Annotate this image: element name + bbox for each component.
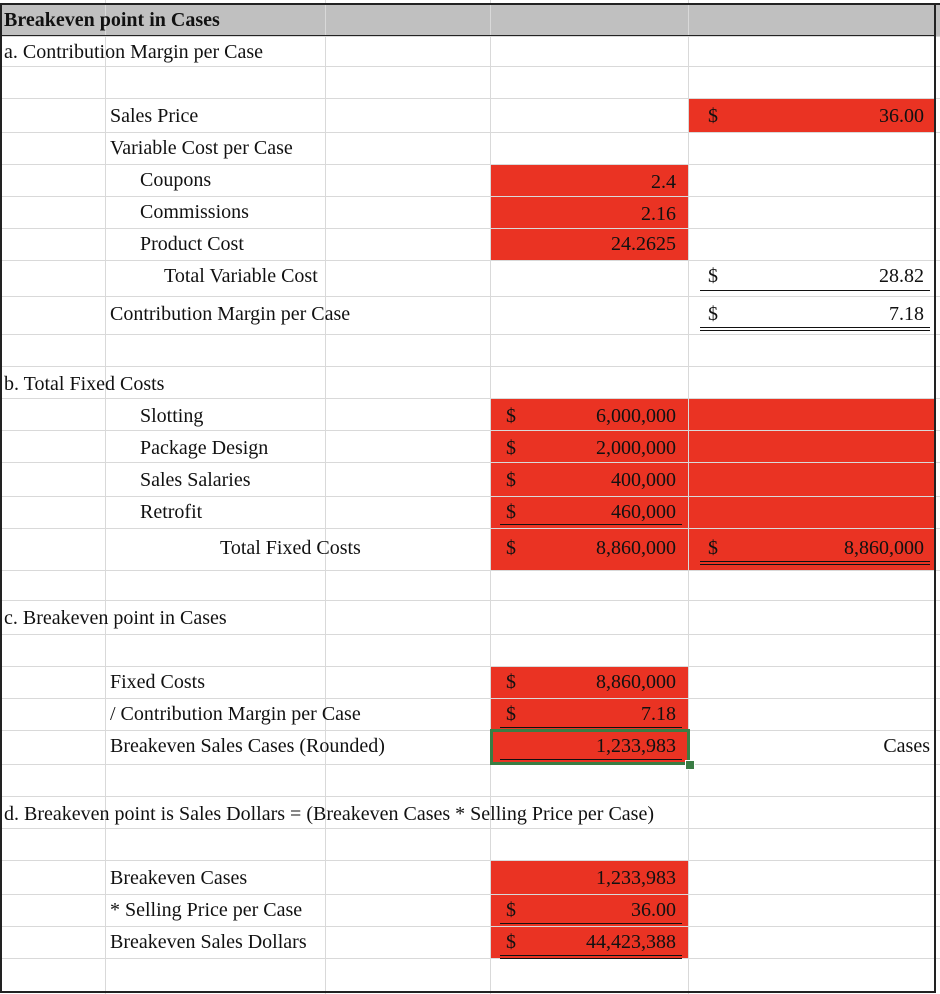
coupons-value[interactable]: 2.4 <box>651 171 676 193</box>
total-variable-underline <box>700 290 930 291</box>
cm-value[interactable]: 7.18 <box>889 303 924 325</box>
selling-price-currency[interactable]: $ <box>506 899 516 921</box>
product-cost-label[interactable]: Product Cost <box>140 233 244 255</box>
sheet-border-left <box>0 3 2 993</box>
fixed-costs-currency[interactable]: $ <box>506 671 516 693</box>
retrofit-underline <box>500 524 682 525</box>
total-variable-value[interactable]: 28.82 <box>879 265 924 287</box>
retrofit-value[interactable]: 460,000 <box>611 501 676 523</box>
coupons-label[interactable]: Coupons <box>140 169 212 191</box>
slotting-value[interactable]: 6,000,000 <box>596 405 676 427</box>
retrofit-label[interactable]: Retrofit <box>140 501 203 523</box>
section-a-heading: a. Contribution Margin per Case <box>4 41 264 63</box>
selling-price-underline <box>500 923 682 924</box>
commissions-label[interactable]: Commissions <box>140 201 249 223</box>
slotting-currency[interactable]: $ <box>506 405 516 427</box>
breakeven-sales-cases-label[interactable]: Breakeven Sales Cases (Rounded) <box>110 735 385 757</box>
breakeven-dollars-double-underline <box>500 955 682 959</box>
package-design-label[interactable]: Package Design <box>140 437 269 459</box>
cases-unit-label[interactable]: Cases <box>883 735 930 757</box>
cm-currency[interactable]: $ <box>708 303 718 325</box>
breakeven-sales-cases-value[interactable]: 1,233,983 <box>596 735 676 757</box>
divide-cm-currency[interactable]: $ <box>506 703 516 725</box>
retrofit-currency[interactable]: $ <box>506 501 516 523</box>
fill-handle[interactable] <box>685 760 695 770</box>
commissions-value[interactable]: 2.16 <box>641 203 676 225</box>
total-variable-currency[interactable]: $ <box>708 265 718 287</box>
sheet-border-right <box>934 3 936 993</box>
sales-price-label[interactable]: Sales Price <box>110 105 199 127</box>
selling-price-label[interactable]: * Selling Price per Case <box>110 899 303 921</box>
breakeven-dollars-value[interactable]: 44,423,388 <box>586 931 676 953</box>
divide-cm-underline <box>500 727 682 728</box>
sales-salaries-label[interactable]: Sales Salaries <box>140 469 251 491</box>
slotting-label[interactable]: Slotting <box>140 405 204 427</box>
total-fixed-currency[interactable]: $ <box>506 537 516 559</box>
fixed-costs-label[interactable]: Fixed Costs <box>110 671 206 693</box>
total-variable-label[interactable]: Total Variable Cost <box>164 265 318 287</box>
total-fixed-label[interactable]: Total Fixed Costs <box>220 537 361 559</box>
package-design-currency[interactable]: $ <box>506 437 516 459</box>
sheet-border-bottom <box>0 991 936 993</box>
section-d-heading: d. Breakeven point is Sales Dollars = (Breakeven Cases * Selling Price per Case) <box>4 803 654 825</box>
breakeven-cases-value[interactable]: 1,233,983 <box>596 867 676 889</box>
divide-cm-value[interactable]: 7.18 <box>641 703 676 725</box>
selling-price-value[interactable]: 36.00 <box>631 899 676 921</box>
section-b-heading: b. Total Fixed Costs <box>4 373 165 395</box>
package-design-value[interactable]: 2,000,000 <box>596 437 676 459</box>
breakeven-cases-label[interactable]: Breakeven Cases <box>110 867 248 889</box>
total-fixed-value-2[interactable]: 8,860,000 <box>844 537 924 559</box>
cm-double-underline <box>700 327 930 331</box>
cm-label[interactable]: Contribution Margin per Case <box>110 303 351 325</box>
total-fixed-currency-2[interactable]: $ <box>708 537 718 559</box>
breakeven-dollars-label[interactable]: Breakeven Sales Dollars <box>110 931 307 953</box>
total-fixed-double-underline <box>700 561 930 565</box>
sales-price-value[interactable]: 36.00 <box>879 105 924 127</box>
fixed-costs-value[interactable]: 8,860,000 <box>596 671 676 693</box>
sales-price-currency[interactable]: $ <box>708 105 718 127</box>
selected-cell-outline[interactable] <box>490 729 690 765</box>
section-c-heading: c. Breakeven point in Cases <box>4 607 227 629</box>
product-cost-value[interactable]: 24.2625 <box>611 233 676 255</box>
sales-salaries-value[interactable]: 400,000 <box>611 469 676 491</box>
sales-salaries-currency[interactable]: $ <box>506 469 516 491</box>
divide-cm-label[interactable]: / Contribution Margin per Case <box>110 703 361 725</box>
variable-cost-label[interactable]: Variable Cost per Case <box>110 137 293 159</box>
breakeven-dollars-currency[interactable]: $ <box>506 931 516 953</box>
total-fixed-value[interactable]: 8,860,000 <box>596 537 676 559</box>
sheet-title: Breakeven point in Cases <box>4 9 220 31</box>
